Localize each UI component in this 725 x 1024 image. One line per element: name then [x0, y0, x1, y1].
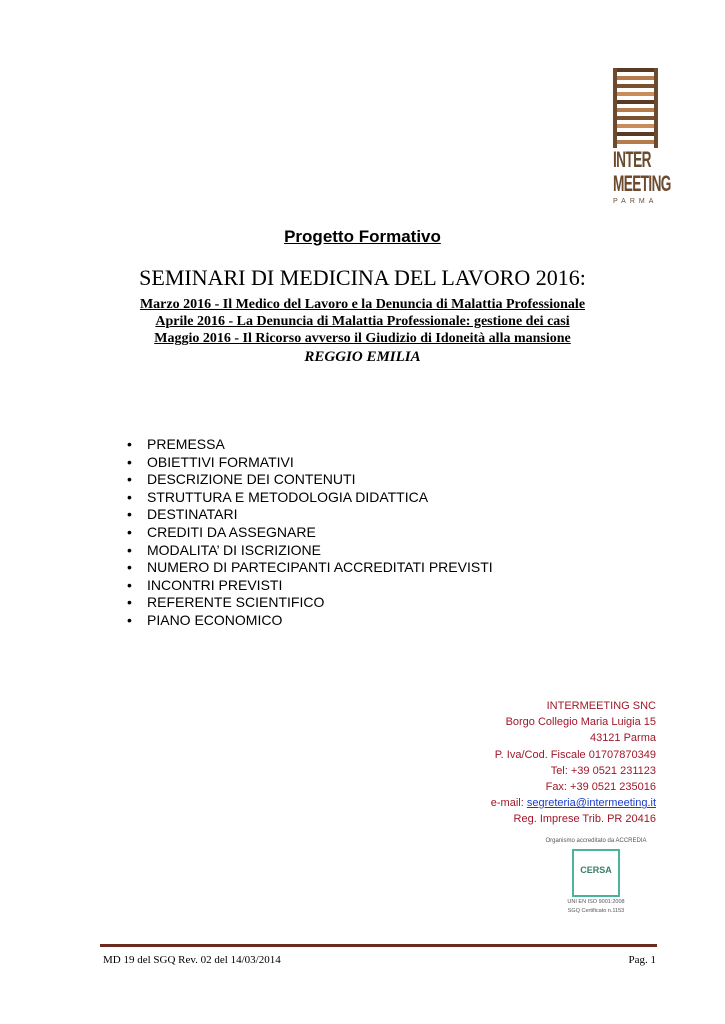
toc-item: • INCONTRI PREVISTI — [124, 577, 493, 595]
logo-text-meeting: MEETING — [613, 171, 671, 196]
session-april: Aprile 2016 - La Denuncia di Malattia Professionale: gestione dei casi — [155, 314, 570, 329]
table-of-contents — [124, 436, 493, 630]
toc-item: • REFERENTE SCIENTIFICO — [124, 594, 493, 612]
footer-revision: MD 19 del SGQ Rev. 02 del 14/03/2014 — [103, 954, 281, 966]
company-name: INTERMEETING SNC — [546, 700, 656, 712]
company-contact-block — [491, 698, 656, 828]
document-title: SEMINARI DI MEDICINA DEL LAVORO 2016: — [139, 265, 586, 290]
toc-item: • NUMERO DI PARTECIPANTI ACCREDITATI PREVISTI — [124, 559, 493, 577]
cersa-logo — [572, 849, 620, 897]
session-list — [0, 296, 725, 347]
toc-item: • DESCRIZIONE DEI CONTENUTI — [124, 471, 493, 489]
page-number: Pag. 1 — [628, 954, 656, 966]
document-subtitle: Progetto Formativo — [284, 227, 441, 246]
email-link[interactable]: segreteria@intermeeting.it — [526, 797, 656, 810]
toc-item: • PIANO ECONOMICO — [124, 612, 493, 630]
cersa-mark: CERSA — [580, 865, 612, 875]
company-tel: Tel: +39 0521 231123 — [550, 764, 656, 777]
event-location: REGGIO EMILIA — [304, 349, 421, 365]
toc-item: • STRUTTURA E METODOLOGIA DIDATTICA — [124, 489, 493, 507]
company-fax: Fax: +39 0521 235016 — [545, 781, 656, 794]
toc-item: • PREMESSA — [124, 436, 493, 454]
footer-divider — [100, 944, 657, 947]
toc-item: • MODALITA’ DI ISCRIZIONE — [124, 542, 493, 560]
toc-item: • CREDITI DA ASSEGNARE — [124, 524, 493, 542]
logo-text-inter: INTER — [613, 147, 651, 172]
company-address: Borgo Collegio Maria Luigia 15 — [505, 716, 656, 729]
cert-standard: UNI EN ISO 9001:2008 — [567, 899, 625, 905]
cert-caption: Organismo accreditato da ACCREDIA — [545, 838, 647, 844]
email-label: e-mail: — [490, 797, 527, 810]
company-registry: Reg. Imprese Trib. PR 20416 — [513, 813, 656, 826]
logo-mark — [613, 68, 658, 148]
company-email-row — [491, 795, 656, 811]
intermeeting-logo — [613, 68, 671, 205]
company-city: 43121 Parma — [589, 732, 656, 745]
session-may: Maggio 2016 - Il Ricorso avverso il Giudizio di Idoneità alla mansione — [154, 331, 571, 346]
certification-badge — [534, 838, 658, 915]
session-march: Marzo 2016 - Il Medico del Lavoro e la Denuncia di Malattia Professionale — [139, 297, 586, 312]
cert-number: SGQ Certificato n.1153 — [567, 908, 625, 914]
toc-item: • DESTINATARI — [124, 506, 493, 524]
company-vat: P. Iva/Cod. Fiscale 01707870349 — [494, 748, 656, 761]
logo-text-parma: PARMA — [613, 198, 658, 205]
toc-item: • OBIETTIVI FORMATIVI — [124, 454, 493, 472]
